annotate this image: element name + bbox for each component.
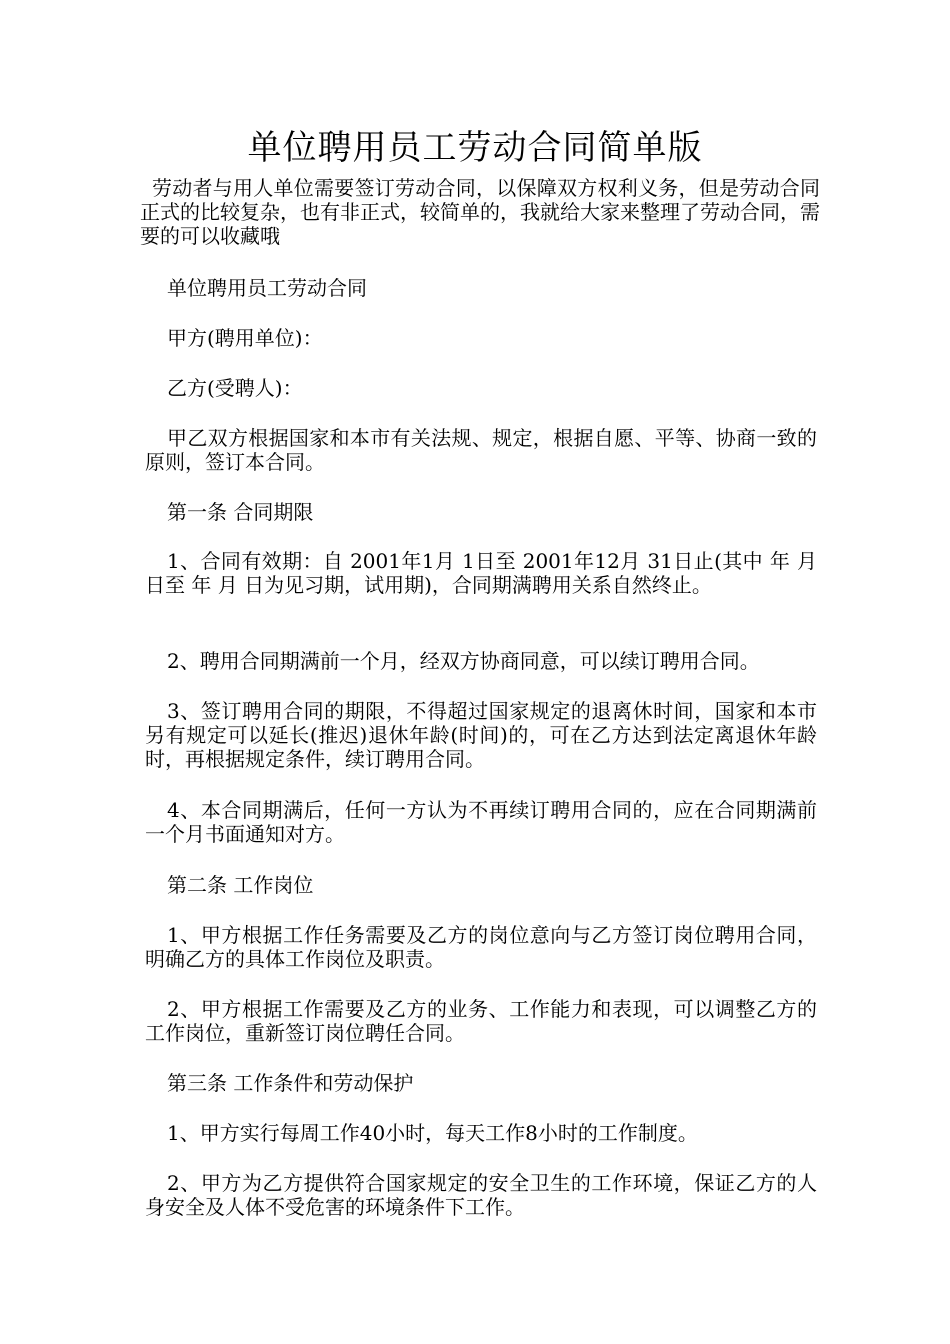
- article-1-clause-2: 2、聘用合同期满前一个月，经双方协商同意，可以续订聘用合同。: [167, 649, 760, 673]
- article-1-heading: 第一条 合同期限: [167, 500, 314, 524]
- party-b-label: 乙方(受聘人)：: [167, 376, 303, 400]
- article-1-clause-4: 4、本合同期满后，任何一方认为不再续订聘用合同的，应在合同期满前一个月书面通知对方。: [145, 798, 817, 846]
- article-2-heading: 第二条 工作岗位: [167, 873, 314, 897]
- article-3-clause-1: 1、甲方实行每周工作40小时，每天工作8小时的工作制度。: [167, 1121, 698, 1145]
- contract-title: 单位聘用员工劳动合同: [167, 276, 367, 300]
- article-2-clause-2: 2、甲方根据工作需要及乙方的业务、工作能力和表现，可以调整乙方的工作岗位，重新签订岗位聘任合同。: [145, 997, 817, 1045]
- article-1-clause-1: 1、合同有效期：自 2001年1月 1日至 2001年12月 31日止(其中 年 月 日至 年 月 日为见习期，试用期)，合同期满聘用关系自然终止。: [145, 549, 817, 597]
- article-2-clause-1: 1、甲方根据工作任务需要及乙方的岗位意向与乙方签订岗位聘用合同，明确乙方的具体工作岗位及职责。: [145, 923, 817, 971]
- article-3-clause-2: 2、甲方为乙方提供符合国家规定的安全卫生的工作环境，保证乙方的人身安全及人体不受危害的环境条件下工作。: [145, 1171, 817, 1219]
- article-1-clause-3: 3、签订聘用合同的期限，不得超过国家规定的退离休时间，国家和本市另有规定可以延长(推迟)退休年龄(时间)的，可在乙方达到法定离退休年龄时，再根据规定条件，续订聘用合同。: [145, 699, 817, 771]
- party-a-label: 甲方(聘用单位)：: [167, 326, 323, 350]
- document-title: 单位聘用员工劳动合同简单版: [247, 128, 703, 168]
- preamble-paragraph: 甲乙双方根据国家和本市有关法规、规定，根据自愿、平等、协商一致的原则，签订本合同。: [145, 426, 817, 474]
- article-3-heading: 第三条 工作条件和劳动保护: [167, 1071, 414, 1095]
- intro-paragraph: 劳动者与用人单位需要签订劳动合同，以保障双方权利义务，但是劳动合同正式的比较复杂，也有非正式，较简单的，我就给大家来整理了劳动合同，需要的可以收藏哦: [140, 176, 820, 248]
